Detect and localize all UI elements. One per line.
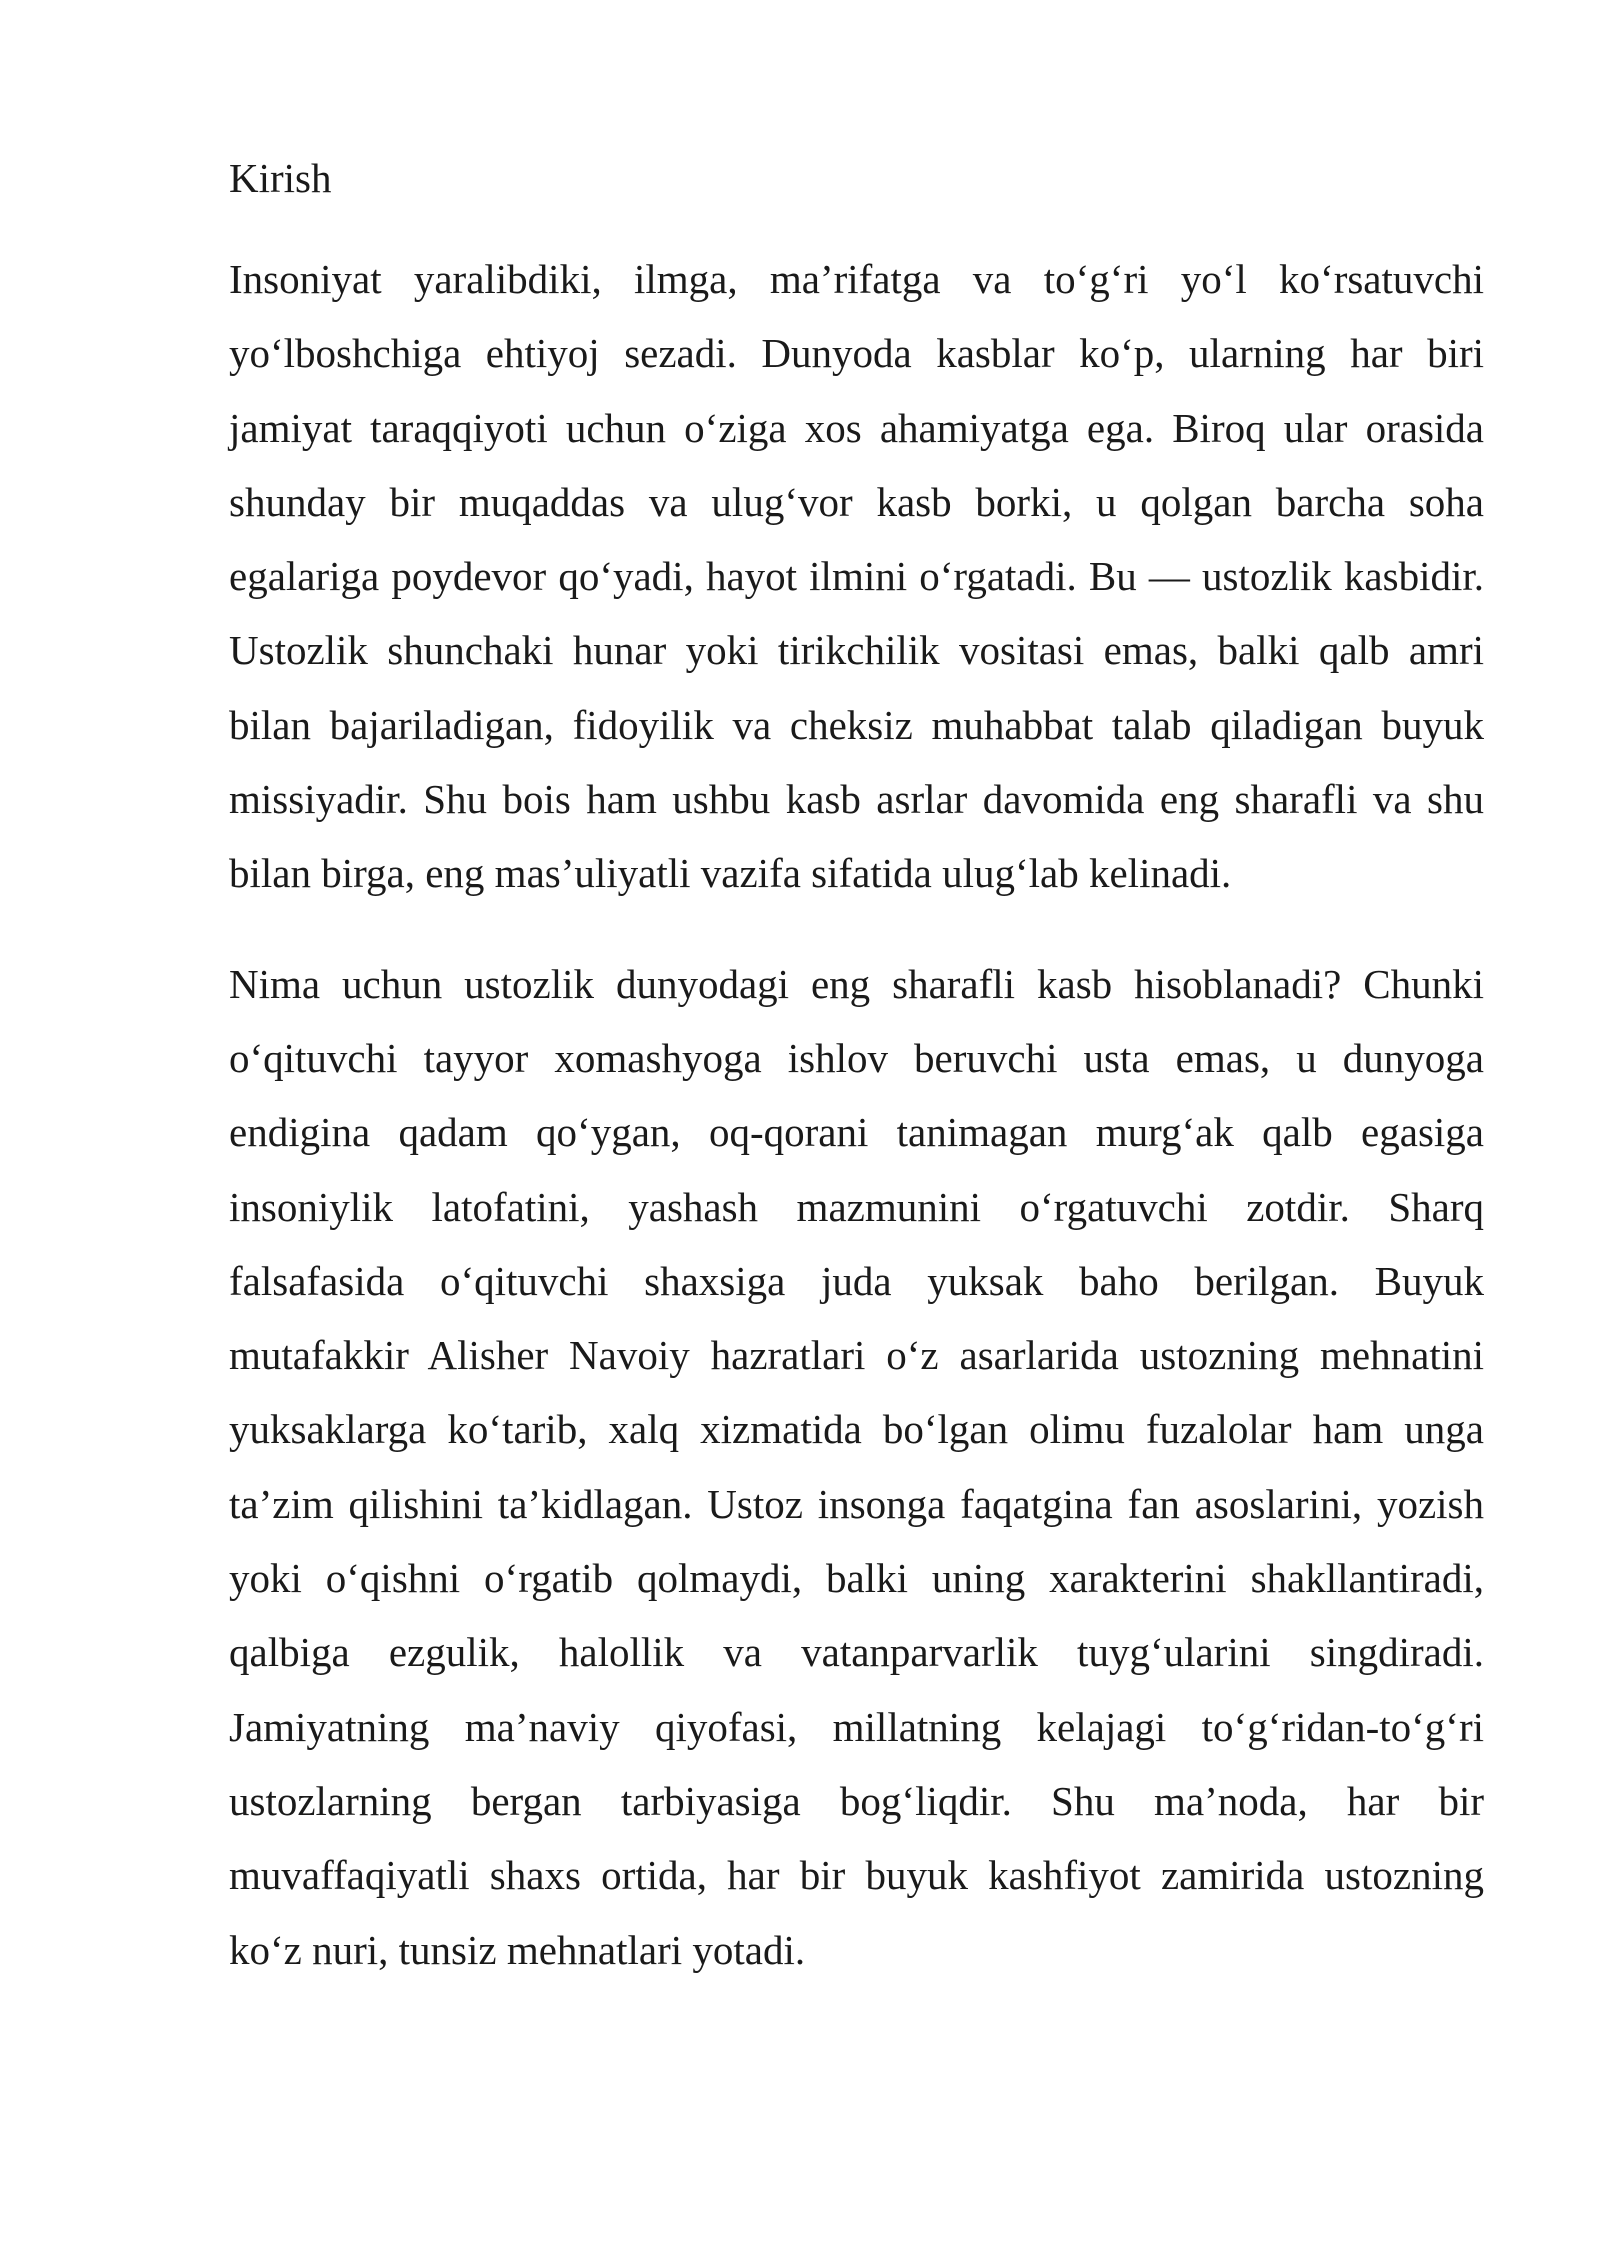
section-heading: Kirish: [229, 155, 332, 201]
document-body: [229, 150, 1484, 2023]
paragraph-2: Nima uchun ustozlik dunyodagi eng sharafli kasb hisoblanadi? Chunki o‘qituvchi tayyor xomashyoga ishlov beruvchi usta emas, u dunyoga endigina qadam qo‘ygan, oq-qorani tanimagan murg‘ak qalb egasiga insoniylik latofatini, yashash mazmunini o‘rgatuvchi zotdir. Sharq falsafasida o‘qituvchi shaxsiga juda yuksak baho berilgan. Buyuk mutafakkir Alisher Navoiy hazratlari o‘z asarlarida ustozning mehnatini yuksaklarga ko‘tarib, xalq xizmatida bo‘lgan olimu fuzalolar ham unga ta’zim qilishini ta’kidlagan. Ustoz insonga faqatgina fan asoslarini, yozish yoki o‘qishni o‘rgatib qolmaydi, balki uning xarakterini shakllantiradi, qalbiga ezgulik, halollik va vatanparvarlik tuyg‘ularini singdiradi. Jamiyatning ma’naviy qiyofasi, millatning kelajagi to‘g‘ridan-to‘g‘ri ustozlarning bergan tarbiyasiga bog‘liqdir. Shu ma’noda, har bir muvaffaqiyatli shaxs ortida, har bir buyuk kashfiyot zamirida ustozning ko‘z nuri, tunsiz mehnatlari yotadi.: [229, 960, 1484, 1973]
paragraph-1: Insoniyat yaralibdiki, ilmga, ma’rifatga va to‘g‘ri yo‘l ko‘rsatuvchi yo‘lboshchiga ehtiyoj sezadi. Dunyoda kasblar ko‘p, ularning har biri jamiyat taraqqiyoti uchun o‘ziga xos ahamiyatga ega. Biroq ular orasida shunday bir muqaddas va ulug‘vor kasb borki, u qolgan barcha soha egalariga poydevor qo‘yadi, hayot ilmini o‘rgatadi. Bu — ustozlik kasbidir. Ustozlik shunchaki hunar yoki tirikchilik vositasi emas, balki qalb amri bilan bajariladigan, fidoyilik va cheksiz muhabbat talab qiladigan buyuk missiyadir. Shu bois ham ushbu kasb asrlar davomida eng sharafli va shu bilan birga, eng mas’uliyatli vazifa sifatida ulug‘lab kelinadi.: [229, 256, 1484, 897]
